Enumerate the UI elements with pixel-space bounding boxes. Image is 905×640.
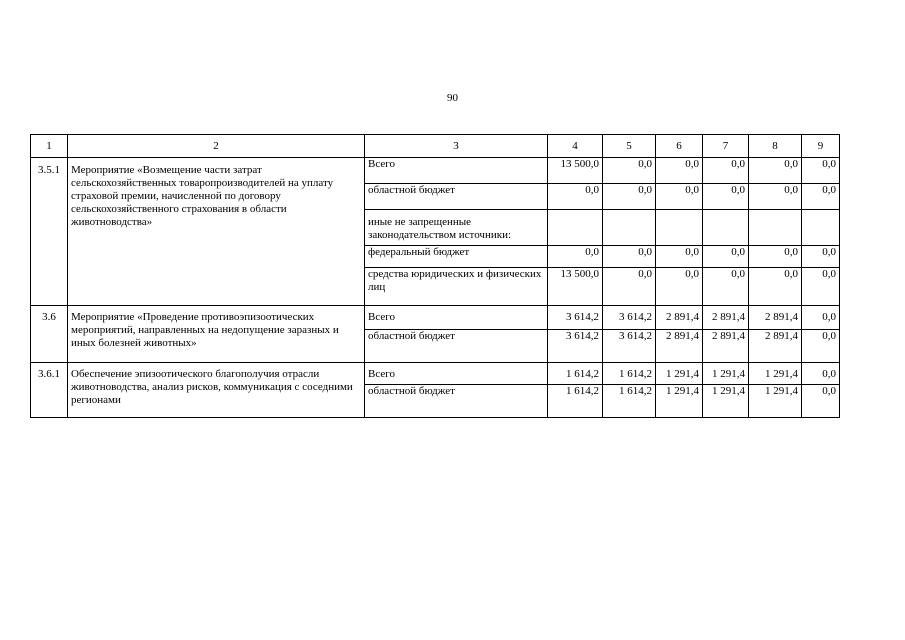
measure-description: Мероприятие «Возмещение части затрат сельскохозяйственных товаропроизводителей на уплату страховой премии, начисленной по договору сельскохозяйственного страхования в области животноводства» (68, 158, 365, 306)
value-cell: 0,0 (802, 363, 840, 385)
table-row (31, 158, 840, 184)
empty-cell (548, 210, 603, 246)
value-cell: 2 891,4 (703, 330, 749, 363)
row-number: 3.5.1 (31, 158, 68, 306)
value-cell: 0,0 (802, 306, 840, 330)
value-cell: 1 291,4 (703, 363, 749, 385)
funding-source: федеральный бюджет (365, 246, 548, 268)
value-cell: 1 614,2 (603, 363, 656, 385)
value-cell: 0,0 (703, 268, 749, 306)
value-cell: 13 500,0 (548, 268, 603, 306)
budget-table (30, 134, 840, 418)
value-cell: 0,0 (703, 246, 749, 268)
table-row (31, 363, 840, 385)
value-cell: 0,0 (703, 184, 749, 210)
empty-cell (656, 210, 703, 246)
page-number: 90 (447, 92, 458, 104)
value-cell: 0,0 (749, 268, 802, 306)
funding-source: областной бюджет (365, 184, 548, 210)
value-cell: 3 614,2 (603, 306, 656, 330)
value-cell: 0,0 (749, 184, 802, 210)
value-cell: 0,0 (656, 268, 703, 306)
row-number: 3.6.1 (31, 363, 68, 418)
empty-cell (603, 210, 656, 246)
value-cell: 0,0 (656, 246, 703, 268)
header-cell: 9 (802, 135, 840, 158)
value-cell: 1 291,4 (749, 363, 802, 385)
header-cell: 5 (603, 135, 656, 158)
header-cell: 1 (31, 135, 68, 158)
value-cell: 3 614,2 (548, 306, 603, 330)
funding-source: средства юридических и физических лиц (365, 268, 548, 306)
funding-source: Всего (365, 306, 548, 330)
value-cell: 0,0 (548, 184, 603, 210)
value-cell: 13 500,0 (548, 158, 603, 184)
value-cell: 0,0 (802, 385, 840, 418)
value-cell: 2 891,4 (656, 330, 703, 363)
header-cell: 6 (656, 135, 703, 158)
value-cell: 0,0 (656, 158, 703, 184)
row-number: 3.6 (31, 306, 68, 363)
value-cell: 1 614,2 (603, 385, 656, 418)
value-cell: 0,0 (603, 184, 656, 210)
header-cell: 7 (703, 135, 749, 158)
value-cell: 0,0 (603, 268, 656, 306)
value-cell: 1 614,2 (548, 385, 603, 418)
funding-source: областной бюджет (365, 385, 548, 418)
value-cell: 0,0 (802, 268, 840, 306)
measure-description: Обеспечение эпизоотического благополучия отрасли животноводства, анализ рисков, коммуникация с соседними регионами (68, 363, 365, 418)
value-cell: 2 891,4 (749, 330, 802, 363)
funding-source: Всего (365, 363, 548, 385)
funding-source: иные не запрещенные законодательством источники: (365, 210, 548, 246)
table-row (31, 306, 840, 330)
empty-cell (802, 210, 840, 246)
value-cell: 0,0 (802, 184, 840, 210)
value-cell: 0,0 (802, 330, 840, 363)
value-cell: 0,0 (749, 246, 802, 268)
value-cell: 0,0 (703, 158, 749, 184)
header-cell: 4 (548, 135, 603, 158)
funding-source: областной бюджет (365, 330, 548, 363)
value-cell: 0,0 (603, 246, 656, 268)
value-cell: 0,0 (802, 158, 840, 184)
value-cell: 1 291,4 (656, 363, 703, 385)
value-cell: 0,0 (802, 246, 840, 268)
value-cell: 2 891,4 (749, 306, 802, 330)
value-cell: 3 614,2 (603, 330, 656, 363)
value-cell: 0,0 (656, 184, 703, 210)
value-cell: 0,0 (749, 158, 802, 184)
value-cell: 2 891,4 (703, 306, 749, 330)
empty-cell (749, 210, 802, 246)
value-cell: 1 291,4 (656, 385, 703, 418)
header-cell: 3 (365, 135, 548, 158)
value-cell: 2 891,4 (656, 306, 703, 330)
value-cell: 3 614,2 (548, 330, 603, 363)
value-cell: 1 614,2 (548, 363, 603, 385)
header-cell: 2 (68, 135, 365, 158)
header-cell: 8 (749, 135, 802, 158)
value-cell: 0,0 (548, 246, 603, 268)
header-row (31, 135, 840, 158)
value-cell: 0,0 (603, 158, 656, 184)
empty-cell (703, 210, 749, 246)
measure-description: Мероприятие «Проведение противоэпизоотических мероприятий, направленных на недопущение заразных и иных болезней животных» (68, 306, 365, 363)
value-cell: 1 291,4 (749, 385, 802, 418)
funding-source: Всего (365, 158, 548, 184)
value-cell: 1 291,4 (703, 385, 749, 418)
